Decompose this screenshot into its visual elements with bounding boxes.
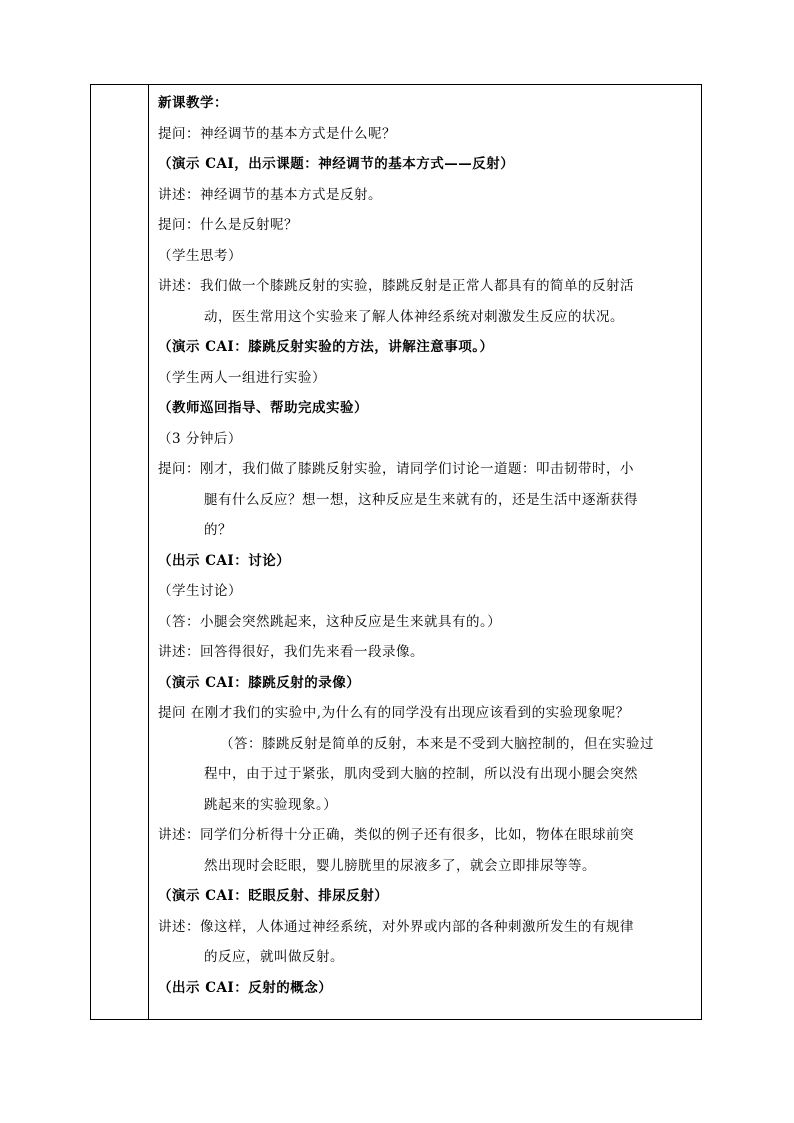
lesson-line: 提问：神经调节的基本方式是什么呢？ bbox=[158, 125, 396, 142]
table-column-divider bbox=[148, 84, 149, 1020]
lesson-line: （出示 CAI：讨论） bbox=[158, 552, 291, 569]
lesson-line: （演示 CAI：膝跳反射的录像） bbox=[158, 674, 361, 691]
lesson-line: 讲述：回答得很好，我们先来看一段录像。 bbox=[158, 644, 424, 660]
lesson-line: 跳起来的实验现象。） bbox=[204, 796, 338, 813]
lesson-line: 提问：刚才，我们做了膝跳反射实验，请同学们讨论一道题：叩击韧带时，小 bbox=[158, 461, 634, 477]
lesson-line: 动，医生常用这个实验来了解人体神经系统对刺激发生反应的状况。 bbox=[204, 308, 624, 325]
lesson-line: 腿有什么反应？想一想，这种反应是生来就有的，还是生活中逐渐获得 bbox=[204, 491, 638, 508]
lesson-line: （学生讨论） bbox=[158, 583, 242, 599]
lesson-line: （答：小腿会突然跳起来，这种反应是生来就具有的。） bbox=[158, 613, 502, 630]
lesson-line: （演示 CAI：膝跳反射实验的方法，讲解注意事项。） bbox=[158, 339, 494, 355]
lesson-line: （教师巡回指导、帮助完成实验） bbox=[158, 400, 368, 416]
lesson-line: （演示 CAI，出示课题：神经调节的基本方式——反射） bbox=[158, 156, 515, 172]
lesson-line: 提问：什么是反射呢？ bbox=[158, 217, 298, 233]
lesson-line: 讲述：像这样，人体通过神经系统，对外界或内部的各种刺激所发生的有规律 bbox=[158, 918, 634, 935]
lesson-line: 然出现时会眨眼，婴儿膀胱里的尿液多了，就会立即排尿等等。 bbox=[204, 857, 596, 874]
lesson-line: （出示 CAI：反射的概念） bbox=[158, 979, 333, 996]
lesson-line: 讲述：神经调节的基本方式是反射。 bbox=[158, 186, 382, 203]
lesson-line: 新课教学： bbox=[158, 95, 228, 111]
lesson-line: 的？ bbox=[204, 522, 232, 538]
lesson-line: （学生两人一组进行实验） bbox=[158, 369, 326, 386]
lesson-line: （学生思考） bbox=[158, 247, 242, 264]
lesson-line: 讲述：我们做一个膝跳反射的实验，膝跳反射是正常人都具有的简单的反射活 bbox=[158, 278, 634, 294]
lesson-line: （演示 CAI：眨眼反射、排尿反射） bbox=[158, 888, 389, 904]
lesson-content bbox=[158, 88, 696, 1003]
lesson-line: 提问 在刚才我们的实验中,为什么有的同学没有出现应该看到的实验现象呢？ bbox=[158, 705, 630, 721]
lesson-line: 的反应，就叫做反射。 bbox=[204, 949, 344, 965]
lesson-line: （3 分钟后） bbox=[158, 430, 242, 447]
lesson-line: （答：膝跳反射是简单的反射，本来是不受到大脑控制的，但在实验过 bbox=[220, 735, 654, 752]
lesson-line: 程中，由于过于紧张，肌肉受到大脑的控制，所以没有出现小腿会突然 bbox=[204, 766, 638, 782]
lesson-line: 讲述：同学们分析得十分正确，类似的例子还有很多，比如，物体在眼球前突 bbox=[158, 827, 634, 843]
